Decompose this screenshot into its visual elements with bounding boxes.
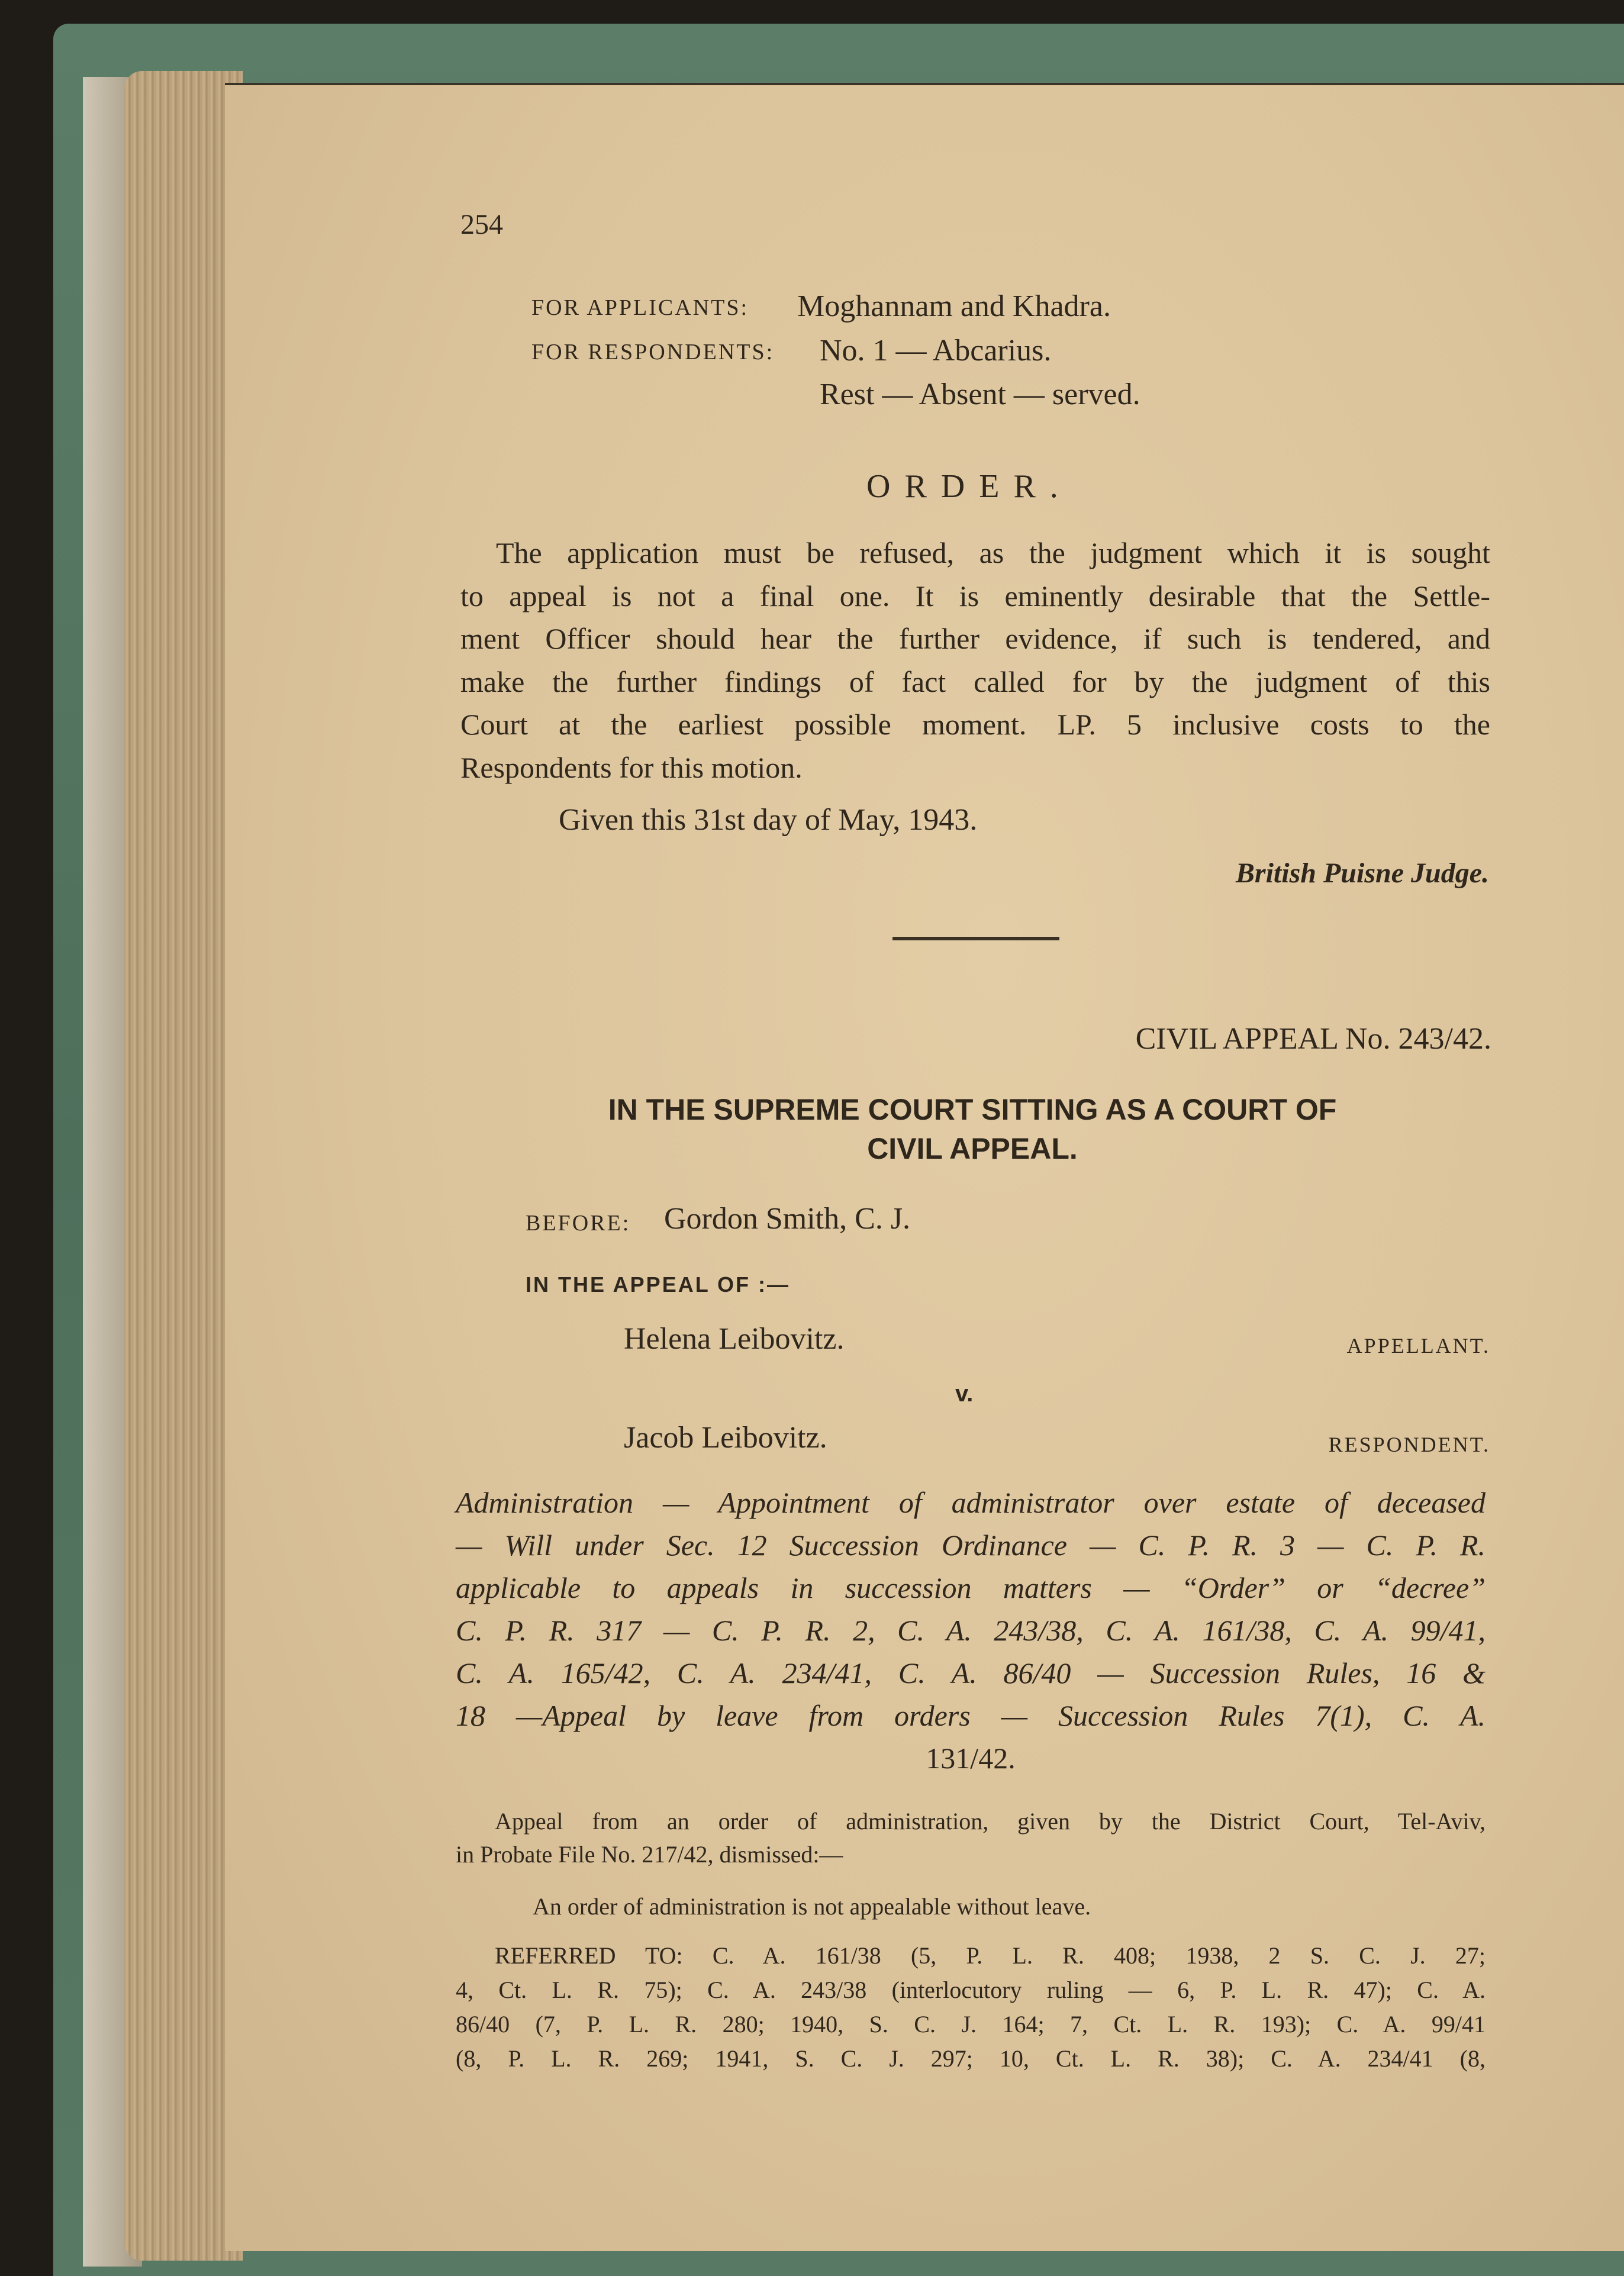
- holding-text: An order of administration is not appealable without leave.: [533, 1893, 1091, 1920]
- respondent-label: RESPONDENT.: [1328, 1433, 1490, 1456]
- headnote: [456, 1481, 1486, 1779]
- order-line: ment Officer should hear the further evidence, if such is tendered, and: [460, 622, 1490, 655]
- order-given-date: Given this 31st day of May, 1943.: [559, 803, 978, 837]
- headnote-line: — Will under Sec. 12 Succession Ordinance — C. P. R. 3 — C. P. R.: [456, 1529, 1486, 1562]
- referred-line: REFERRED TO: C. A. 161/38 (5, P. L. R. 408; 1938, 2 S. C. J. 27;: [495, 1942, 1486, 1969]
- page-number: 254: [460, 209, 503, 240]
- summary-line: Appeal from an order of administration, given by the District Court, Tel-Aviv,: [495, 1808, 1486, 1835]
- respondent-name: Jacob Leibovitz.: [624, 1421, 827, 1455]
- court-heading-line: CIVIL APPEAL.: [867, 1132, 1078, 1165]
- appeal-of-label: IN THE APPEAL OF :—: [526, 1272, 791, 1297]
- applicants-value: Moghannam and Khadra.: [797, 289, 1111, 323]
- appeal-summary: [456, 1805, 1486, 1871]
- respondents-rest: Rest — Absent — served.: [820, 378, 1140, 411]
- case-number: CIVIL APPEAL No. 243/42.: [1135, 1022, 1491, 1056]
- respondents-label: FOR RESPONDENTS:: [531, 340, 775, 365]
- order-title: ORDER.: [866, 468, 1072, 505]
- referred-to: [456, 1939, 1486, 2076]
- headnote-line: C. P. R. 317 — C. P. R. 2, C. A. 243/38, C. A. 161/38, C. A. 99/41,: [456, 1614, 1486, 1647]
- order-line: Respondents for this motion.: [460, 750, 803, 784]
- order-paragraph: [460, 531, 1490, 789]
- summary-line: in Probate File No. 217/42, dismissed:—: [456, 1841, 843, 1868]
- court-heading-line: IN THE SUPREME COURT SITTING AS A COURT OF: [608, 1093, 1337, 1126]
- appellant-label: APPELLANT.: [1346, 1334, 1490, 1358]
- order-line: Court at the earliest possible moment. LP. 5 inclusive costs to the: [460, 708, 1490, 741]
- order-line: The application must be refused, as the judgment which it is sought: [496, 536, 1490, 569]
- judge-signature: British Puisne Judge.: [1235, 857, 1489, 889]
- before-label: BEFORE:: [526, 1211, 631, 1236]
- headnote-line: Administration — Appointment of administrator over estate of deceased: [456, 1486, 1486, 1519]
- versus-label: v.: [955, 1381, 974, 1407]
- referred-line: (8, P. L. R. 269; 1941, S. C. J. 297; 10, Ct. L. R. 38); C. A. 234/41 (8,: [456, 2045, 1486, 2072]
- headnote-line: C. A. 165/42, C. A. 234/41, C. A. 86/40 — Succession Rules, 16 &: [456, 1656, 1486, 1690]
- section-divider: [892, 937, 1059, 940]
- court-heading: [508, 1090, 1437, 1168]
- appellant-name: Helena Leibovitz.: [624, 1322, 845, 1356]
- headnote-line: 18 —Appeal by leave from orders — Succession Rules 7(1), C. A.: [456, 1699, 1486, 1732]
- headnote-line: applicable to appeals in succession matters — “Order” or “decree”: [456, 1571, 1486, 1604]
- referred-line: 4, Ct. L. R. 75); C. A. 243/38 (interlocutory ruling — 6, P. L. R. 47); C. A.: [456, 1977, 1486, 2003]
- order-line: make the further findings of fact called for by the judgment of this: [460, 665, 1490, 698]
- before-judge: Gordon Smith, C. J.: [664, 1202, 911, 1236]
- headnote-line: 131/42.: [926, 1742, 1016, 1775]
- referred-line: 86/40 (7, P. L. R. 280; 1940, S. C. J. 164; 7, Ct. L. R. 193); C. A. 99/41: [456, 2011, 1486, 2038]
- respondents-value: No. 1 — Abcarius.: [820, 334, 1052, 367]
- order-line: to appeal is not a final one. It is eminently desirable that the Settle-: [460, 579, 1490, 612]
- applicants-label: FOR APPLICANTS:: [531, 295, 749, 320]
